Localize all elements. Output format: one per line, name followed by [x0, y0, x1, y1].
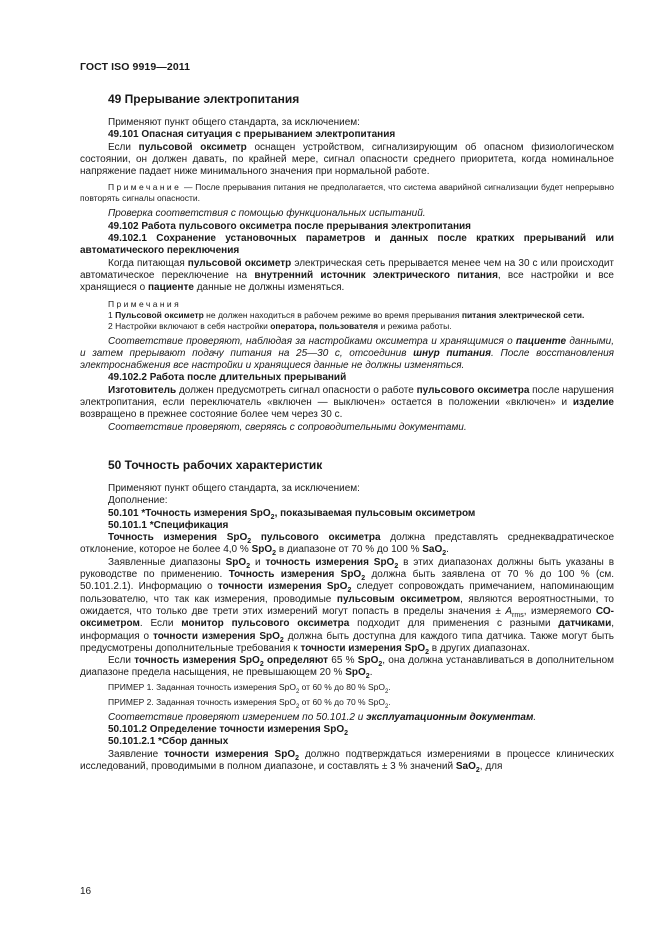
text-run: Если	[108, 655, 135, 667]
text-run: 49.101 Опасная ситуация с прерыванием электропитания	[108, 129, 396, 141]
text-run: не должен находиться в рабочем режиме во время прерывания	[203, 309, 462, 320]
text-run: точности измерения SpO	[217, 581, 348, 593]
text-run: 2	[272, 550, 277, 558]
text-run: в этих диапазонах должны быть указаны в руководстве по применению.	[80, 556, 615, 581]
text-run: , для	[479, 760, 503, 772]
paragraph	[80, 655, 614, 680]
text-run: Когда питающая	[108, 257, 188, 269]
document-body	[80, 92, 614, 773]
text-run: . Если	[139, 618, 182, 630]
paragraph	[80, 749, 614, 774]
text-run: питания электрической сети.	[461, 309, 585, 320]
text-run: следует сопровождать примечанием, напоминающим пользователю, что так как измерения, проводимые	[80, 581, 614, 605]
note-paragraph	[80, 299, 614, 310]
text-run: 2	[361, 575, 366, 583]
text-run: Заявление	[108, 748, 165, 760]
text-run: изделие	[572, 397, 614, 409]
text-run: 2	[295, 703, 300, 710]
text-run: rms	[512, 611, 524, 619]
text-run: , она должна устанавливаться в дополнительном диапазоне предела насыщения, не превышающем 20 %	[80, 655, 615, 679]
text-run: Если	[108, 141, 139, 153]
text-run: 2	[347, 587, 352, 595]
text-run: 2	[384, 688, 389, 695]
text-run: .	[533, 711, 537, 723]
text-run: должен предусмотреть сигнал опасности о работе	[176, 384, 417, 396]
text-run: 65 %	[328, 655, 358, 667]
text-run: 2	[247, 538, 252, 546]
paragraph	[80, 495, 614, 507]
paragraph	[80, 208, 614, 220]
text-run: , измеряемого	[523, 605, 596, 617]
text-run: 2	[295, 688, 300, 695]
text-run: SpO	[357, 655, 379, 667]
section-heading	[80, 724, 614, 736]
text-run: должно подтверждаться измерениями в процессе клинических исследований, проводимыми в полном диапазоне, и составлять ± 3 % значений	[80, 748, 615, 772]
text-run: , все настройки и все хранящиеся о	[80, 269, 614, 294]
text-run: возвращено в прежнее состояние более чем через 30 с.	[80, 409, 343, 421]
section-heading	[80, 92, 614, 106]
text-run: Соответствие проверяют, наблюдая за настройками оксиметра и хранящимися о	[108, 335, 516, 347]
text-run: должна быть заявлена от 70 % до 100 % (см. 50.101.2.1). Информацию о	[80, 569, 615, 593]
text-run: пульсовой оксиметр	[138, 141, 247, 153]
text-run: , показываемая пульсовым оксиметром	[274, 507, 476, 519]
section-heading	[80, 129, 614, 141]
text-run: оператора, пользователя	[270, 320, 379, 331]
text-run: . После восстановления электроснабжения все настройки и хранящиеся данные не должны изменяться.	[80, 347, 614, 372]
text-run: данными, и затем прерывают подачу питания на 25—30 с, отсоединив	[80, 335, 614, 359]
text-run: 50.101.2 Определение точности измерения SpO	[108, 723, 345, 735]
text-run: 2	[442, 550, 447, 558]
section-heading	[80, 458, 614, 472]
text-run: оснащен устройством, сигнализирующим об опасном физиологическом состоянии, он должен давать, по крайней мере, сигнал опасности среднего приоритета, когда номинальное напряжение падает ниже минимального значения при нормальной работе.	[80, 141, 614, 178]
text-run: 50 Точность рабочих характеристик	[108, 457, 323, 472]
text-run: пульсового оксиметра	[416, 384, 530, 396]
text-run: ПРИМЕР 2. Заданная точность измерения SpO	[108, 696, 296, 707]
text-run: 2	[475, 766, 480, 774]
text-run: 1	[108, 309, 116, 320]
paragraph	[80, 422, 614, 434]
paragraph	[80, 712, 614, 724]
text-run: СО-оксиметром	[80, 605, 614, 630]
text-run: Применяют пункт общего стандарта, за исключением:	[108, 117, 360, 128]
text-run: и	[250, 556, 266, 568]
paragraph	[80, 117, 614, 129]
text-run: Заявленные диапазоны	[108, 556, 226, 568]
text-run: 2	[279, 636, 284, 644]
text-run: 2	[378, 661, 383, 669]
section-heading	[80, 372, 614, 384]
text-run: 2	[384, 703, 389, 710]
section-heading	[80, 520, 614, 532]
text-run: .	[446, 544, 449, 556]
standard-header: ГОСТ ISO 9919—2011	[80, 61, 191, 73]
text-run: данные не должны изменяться.	[193, 282, 345, 294]
text-run: 2	[295, 754, 300, 762]
text-run: , являются вероятностными, то ожидается, что только две трети этих измерений могут попасть в пределы значения ±	[80, 593, 614, 617]
page-number: 16	[80, 886, 92, 897]
text-run: и режима работы.	[378, 320, 452, 331]
text-run: в диапазоне от 70 % до 100 %	[276, 544, 423, 556]
text-run: SpO	[251, 544, 273, 556]
text-run: Точность измерения SpO	[108, 532, 248, 544]
text-run: — После прерывания питания не предполагается, что система аварийной сигнализации будет непрерывно повторять сигналы опасности.	[80, 182, 614, 204]
text-run: электрическая сеть прерывается менее чем на 30 с или происходит автоматическое переключение на	[80, 257, 614, 281]
text-run: SaO	[455, 760, 476, 772]
text-run: пациенте	[147, 282, 194, 294]
paragraph	[80, 258, 614, 295]
text-run: 49 Прерывание электропитания	[108, 92, 300, 106]
paragraph	[80, 483, 614, 495]
text-run: 2	[365, 673, 370, 681]
text-run: точность измерения SpO	[265, 556, 395, 568]
text-run: 2	[344, 729, 349, 737]
text-run: пульсовой оксиметр	[187, 257, 292, 269]
text-run: Проверка соответствия с помощью функциональных испытаний.	[108, 208, 426, 220]
text-run: Изготовитель	[108, 384, 177, 396]
section-heading	[80, 508, 614, 520]
text-run: Примечания	[108, 298, 182, 309]
text-run: в других диапазонах.	[429, 642, 530, 654]
text-run: 49.102 Работа пульсового оксиметра после прерывания электропитания	[108, 220, 472, 232]
text-run: .	[388, 696, 391, 707]
text-run: Применяют пункт общего стандарта, за исключением:	[108, 482, 360, 494]
text-run: 50.101 *Точность измерения SpO	[108, 507, 271, 519]
section-heading	[80, 233, 614, 258]
text-run: 49.102.1 Сохранение установочных параметров и данных после кратких прерываний или автоматического переключения	[80, 233, 614, 257]
note-paragraph	[80, 682, 614, 693]
text-run: Пульсовой оксиметр	[115, 309, 204, 320]
text-run: 50.101.2.1 *Сбор данных	[108, 736, 229, 748]
paragraph	[80, 532, 614, 557]
text-run: пульсового оксиметра	[251, 532, 381, 544]
text-run: шнур питания	[413, 347, 492, 359]
text-run: 2	[270, 513, 275, 521]
note-paragraph	[80, 697, 614, 708]
text-run: SpO	[225, 556, 247, 568]
text-run: Соответствие проверяют, сверяясь с сопроводительными документами.	[108, 421, 467, 433]
text-run: 2	[394, 562, 399, 570]
text-run: ПРИМЕР 1. Заданная точность измерения SpO	[108, 681, 296, 692]
text-run: эксплуатационным документам	[366, 711, 534, 723]
text-run: внутренний источник электрического питания	[254, 269, 498, 281]
paragraph	[80, 557, 614, 655]
text-run: 49.102.2 Работа после длительных прерываний	[108, 372, 347, 384]
text-run: точности измерения SpO	[300, 642, 426, 654]
text-run: после нарушения электропитания, если переключатель «включен — выключен» остается в положении «включен» и	[80, 384, 614, 409]
section-spacer	[80, 434, 614, 458]
text-run: SpO	[345, 667, 366, 679]
note-paragraph	[80, 321, 614, 332]
text-run: 50.101.1 *Спецификация	[108, 519, 229, 531]
text-run: 2	[259, 661, 264, 669]
text-run: 2	[246, 562, 251, 570]
text-run: датчиками	[558, 618, 612, 630]
text-run: точности измерения SpO	[152, 630, 280, 642]
text-run: SaO	[422, 544, 443, 556]
text-run: монитор пульсового оксиметра	[181, 618, 350, 630]
text-run: от 60 % до 70 % SpO	[299, 696, 385, 707]
text-run: Дополнение:	[108, 495, 168, 507]
text-run: , информация о	[80, 618, 614, 642]
paragraph	[80, 385, 614, 422]
text-run: точности измерения SpO	[164, 748, 296, 760]
section-heading	[80, 736, 614, 748]
note-paragraph	[80, 182, 614, 204]
text-run: 2 Настройки включают в себя настройки	[108, 320, 271, 331]
text-run: определяют	[263, 655, 329, 667]
text-run: пациенте	[515, 335, 567, 347]
text-run: от 60 % до 80 % SpO	[299, 681, 385, 692]
text-run: Точность измерения SpO	[228, 569, 362, 581]
text-run: должна представлять среднеквадратическое отклонение, которое не более 4,0 %	[80, 532, 615, 556]
text-run: A	[505, 605, 513, 617]
text-run: 2	[425, 648, 430, 656]
text-run: .	[388, 681, 391, 692]
text-run: Примечание	[108, 182, 182, 193]
text-run: подходит для применения с разными	[349, 618, 559, 630]
paragraph	[80, 142, 614, 179]
section-heading	[80, 221, 614, 233]
text-run: точность измерения SpO	[134, 655, 260, 667]
text-run: пульсовым оксиметром	[336, 593, 461, 605]
text-run: должна быть доступна для каждого типа датчика. Также могут быть предусмотрены дополнительные требования к	[80, 630, 614, 654]
text-run: Соответствие проверяют измерением по 50.101.2 и	[108, 711, 367, 723]
note-paragraph	[80, 310, 614, 321]
paragraph	[80, 336, 614, 373]
text-run: .	[369, 667, 373, 679]
